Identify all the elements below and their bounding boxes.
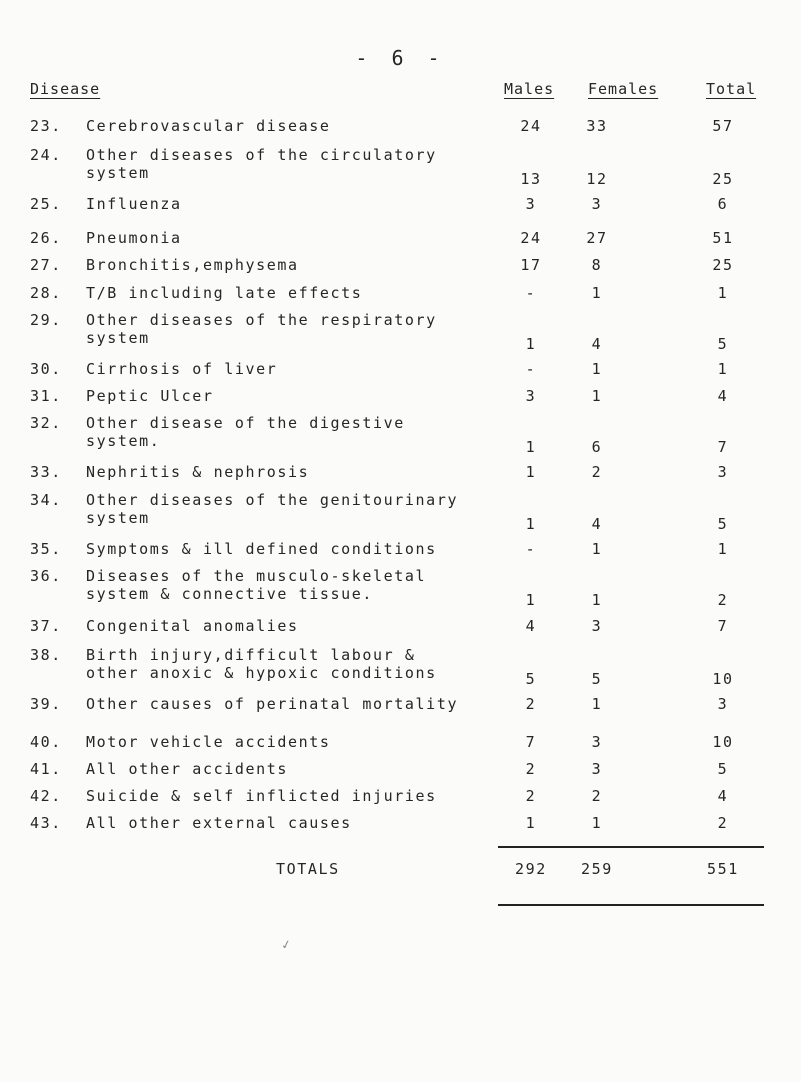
males-value: 2: [525, 760, 537, 778]
disease-name: [86, 195, 182, 213]
disease-name-line1: Other diseases of the genitourinary: [86, 491, 459, 509]
males-value: 3: [525, 195, 537, 213]
males-value: 5: [525, 670, 537, 688]
males-value: 17: [520, 256, 542, 274]
disease-name: [86, 117, 331, 135]
males-value: 7: [525, 733, 537, 751]
total-value: 7: [717, 438, 729, 456]
row-number: 23.: [30, 117, 62, 135]
disease-name-line2: system.: [86, 432, 161, 450]
disease-name-line1: Bronchitis,emphysema: [86, 256, 299, 274]
disease-name-line2: system: [86, 509, 150, 527]
total-value: 2: [717, 814, 729, 832]
males-value: 1: [525, 814, 537, 832]
disease-name: [86, 229, 182, 247]
disease-name-line1: T/B including late effects: [86, 284, 363, 302]
females-value: 1: [591, 387, 603, 405]
disease-name: [86, 646, 437, 682]
row-number: 35.: [30, 540, 62, 558]
males-value: 2: [525, 787, 537, 805]
row-number: 33.: [30, 463, 62, 481]
disease-name: [86, 387, 214, 405]
disease-name: [86, 567, 426, 603]
total-value: 1: [717, 360, 729, 378]
total-value: 10: [712, 733, 734, 751]
totals-rule-top: [498, 846, 764, 848]
row-number: 28.: [30, 284, 62, 302]
row-number: 26.: [30, 229, 62, 247]
row-number: 30.: [30, 360, 62, 378]
disease-name-line1: Peptic Ulcer: [86, 387, 214, 405]
females-value: 4: [591, 335, 603, 353]
females-value: 1: [591, 591, 603, 609]
row-number: 40.: [30, 733, 62, 751]
row-number: 32.: [30, 414, 62, 432]
disease-name-line1: Motor vehicle accidents: [86, 733, 331, 751]
total-value: 7: [717, 617, 729, 635]
disease-name-line1: Suicide & self inflicted injuries: [86, 787, 437, 805]
header-females: Females: [588, 80, 659, 98]
total-value: 1: [717, 540, 729, 558]
disease-name-line1: Cerebrovascular disease: [86, 117, 331, 135]
females-value: 8: [591, 256, 603, 274]
row-number: 27.: [30, 256, 62, 274]
females-value: 1: [591, 814, 603, 832]
females-value: 1: [591, 540, 603, 558]
males-value: -: [525, 284, 537, 302]
total-value: 4: [717, 787, 729, 805]
total-value: 3: [717, 695, 729, 713]
females-value: 6: [591, 438, 603, 456]
disease-name: [86, 146, 437, 182]
total-value: 5: [717, 760, 729, 778]
row-number: 34.: [30, 491, 62, 509]
total-value: 2: [717, 591, 729, 609]
disease-name: [86, 360, 277, 378]
row-number: 38.: [30, 646, 62, 664]
disease-name-line2: system & connective tissue.: [86, 585, 374, 603]
disease-name-line1: Symptoms & ill defined conditions: [86, 540, 437, 558]
row-number: 41.: [30, 760, 62, 778]
disease-name-line1: All other accidents: [86, 760, 288, 778]
males-value: 3: [525, 387, 537, 405]
males-value: 1: [525, 335, 537, 353]
total-value: 51: [712, 229, 734, 247]
totals-males: 292: [515, 860, 547, 878]
disease-name-line1: Congenital anomalies: [86, 617, 299, 635]
disease-name-line1: Other disease of the digestive: [86, 414, 405, 432]
total-value: 5: [717, 335, 729, 353]
disease-name: [86, 695, 458, 713]
females-value: 5: [591, 670, 603, 688]
males-value: 2: [525, 695, 537, 713]
females-value: 3: [591, 195, 603, 213]
males-value: 1: [525, 591, 537, 609]
disease-name-line2: other anoxic & hypoxic conditions: [86, 664, 437, 682]
row-number: 29.: [30, 311, 62, 329]
disease-name-line2: system: [86, 329, 150, 347]
females-value: 33: [586, 117, 608, 135]
total-value: 4: [717, 387, 729, 405]
header-disease: Disease: [30, 80, 101, 98]
header-total: Total: [706, 80, 757, 98]
disease-name-line1: Other causes of perinatal mortality: [86, 695, 459, 713]
total-value: 1: [717, 284, 729, 302]
females-value: 1: [591, 360, 603, 378]
males-value: 1: [525, 515, 537, 533]
females-value: 2: [591, 463, 603, 481]
disease-name: [86, 733, 331, 751]
totals-total: 551: [707, 860, 739, 878]
females-value: 2: [591, 787, 603, 805]
disease-name-line1: All other external causes: [86, 814, 352, 832]
males-value: 1: [525, 438, 537, 456]
males-value: 24: [520, 229, 542, 247]
disease-name: [86, 540, 437, 558]
disease-name-line1: Cirrhosis of liver: [86, 360, 278, 378]
females-value: 1: [591, 284, 603, 302]
totals-rule-bottom: [498, 904, 764, 906]
row-number: 36.: [30, 567, 62, 585]
row-number: 37.: [30, 617, 62, 635]
total-value: 5: [717, 515, 729, 533]
row-number: 43.: [30, 814, 62, 832]
males-value: -: [525, 360, 537, 378]
disease-name: [86, 814, 352, 832]
disease-name: [86, 414, 405, 450]
disease-name-line1: Diseases of the musculo-skeletal: [86, 567, 427, 585]
disease-name-line1: Nephritis & nephrosis: [86, 463, 310, 481]
females-value: 3: [591, 617, 603, 635]
disease-name: [86, 311, 437, 347]
disease-name: [86, 284, 362, 302]
females-value: 27: [586, 229, 608, 247]
males-value: 13: [520, 170, 542, 188]
total-value: 3: [717, 463, 729, 481]
disease-name: [86, 617, 299, 635]
total-value: 6: [717, 195, 729, 213]
row-number: 42.: [30, 787, 62, 805]
males-value: 24: [520, 117, 542, 135]
totals-females: 259: [581, 860, 613, 878]
disease-name-line1: Other diseases of the respiratory: [86, 311, 437, 329]
females-value: 12: [586, 170, 608, 188]
females-value: 1: [591, 695, 603, 713]
row-number: 31.: [30, 387, 62, 405]
disease-name: [86, 760, 288, 778]
females-value: 3: [591, 760, 603, 778]
males-value: -: [525, 540, 537, 558]
total-value: 57: [712, 117, 734, 135]
females-value: 4: [591, 515, 603, 533]
row-number: 25.: [30, 195, 62, 213]
disease-name: [86, 256, 299, 274]
total-value: 10: [712, 670, 734, 688]
disease-name: [86, 491, 458, 527]
total-value: 25: [712, 170, 734, 188]
disease-name-line1: Pneumonia: [86, 229, 182, 247]
disease-name-line1: Influenza: [86, 195, 182, 213]
disease-name: [86, 463, 309, 481]
row-number: 24.: [30, 146, 62, 164]
disease-name: [86, 787, 437, 805]
disease-name-line1: Other diseases of the circulatory: [86, 146, 437, 164]
females-value: 3: [591, 733, 603, 751]
total-value: 25: [712, 256, 734, 274]
disease-name-line1: Birth injury,difficult labour &: [86, 646, 416, 664]
males-value: 1: [525, 463, 537, 481]
page-number: - 6 -: [355, 46, 446, 70]
disease-name-line2: system: [86, 164, 150, 182]
pencil-tick-mark: ✓: [280, 936, 293, 954]
totals-label: TOTALS: [276, 860, 340, 878]
header-males: Males: [504, 80, 555, 98]
row-number: 39.: [30, 695, 62, 713]
males-value: 4: [525, 617, 537, 635]
